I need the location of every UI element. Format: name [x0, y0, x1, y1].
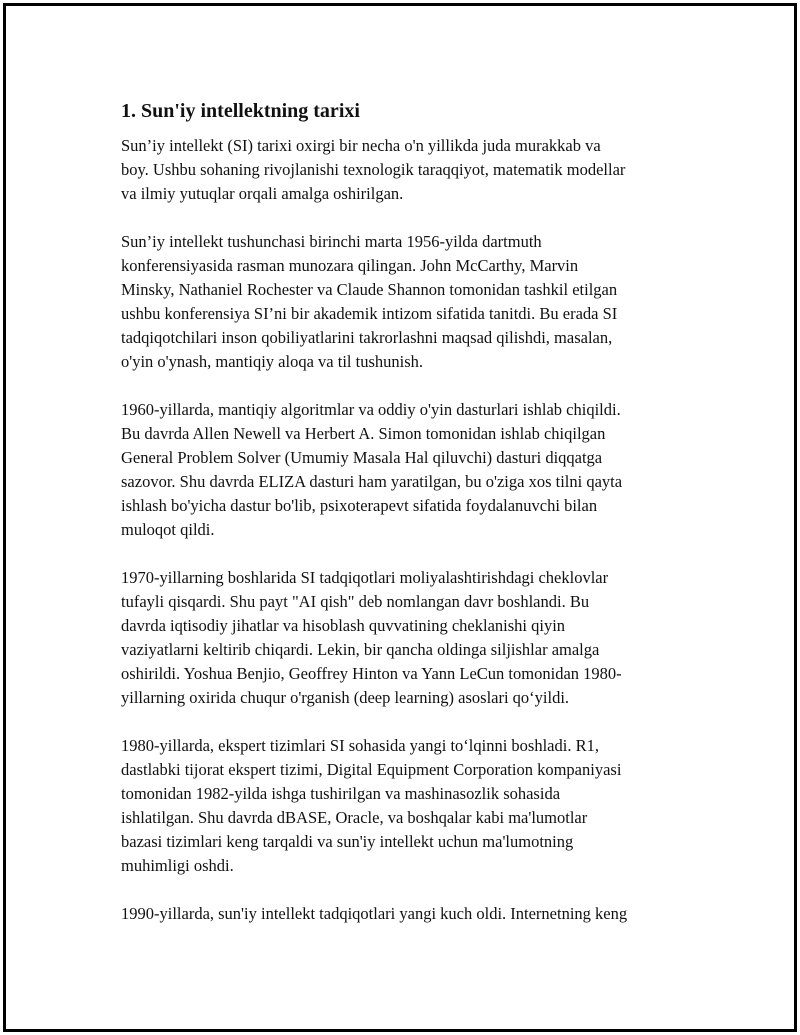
paragraph-6 [121, 902, 701, 926]
text-line: General Problem Solver (Umumiy Masala Hal qiluvchi) dasturi diqqatga [121, 448, 603, 467]
text-line: 1970-yillarning boshlarida SI tadqiqotlari moliyalashtirishdagi cheklovlar [121, 568, 609, 587]
paragraph-3 [121, 398, 701, 542]
text-line: vaziyatlarni keltirib chiqardi. Lekin, bir qancha oldinga siljishlar amalga [121, 640, 600, 659]
text-line: Bu davrda Allen Newell va Herbert A. Simon tomonidan ishlab chiqilgan [121, 424, 606, 443]
text-line: boy. Ushbu sohaning rivojlanishi texnologik taraqqiyot, matematik modellar [121, 160, 626, 179]
section-title: 1. Sun'iy intellektning tarixi [121, 100, 360, 122]
text-line: Sun’iy intellekt tushunchasi birinchi marta 1956-yilda dartmuth [121, 232, 542, 251]
paragraph-1 [121, 134, 701, 206]
text-line: bazasi tizimlari keng tarqaldi va sun'iy intellekt uchun ma'lumotning [121, 832, 574, 851]
paragraph-4 [121, 566, 701, 710]
text-line: Minsky, Nathaniel Rochester va Claude Shannon tomonidan tashkil etilgan [121, 280, 618, 299]
text-line: va ilmiy yutuqlar orqali amalga oshirilgan. [121, 184, 404, 203]
text-line: tomonidan 1982-yilda ishga tushirilgan va mashinasozlik sohasida [121, 784, 561, 803]
paragraph-2 [121, 230, 701, 374]
page-frame [3, 3, 797, 1032]
text-line: 1960-yillarda, mantiqiy algoritmlar va oddiy o'yin dasturlari ishlab chiqildi. [121, 400, 621, 419]
text-line: dastlabki tijorat ekspert tizimi, Digital Equipment Corporation kompaniyasi [121, 760, 622, 779]
text-line: 1980-yillarda, ekspert tizimlari SI sohasida yangi to‘lqinni boshladi. R1, [121, 736, 599, 755]
text-line: tadqiqotchilari inson qobiliyatlarini takrorlashni maqsad qilishdi, masalan, [121, 328, 613, 347]
text-line: 1990-yillarda, sun'iy intellekt tadqiqotlari yangi kuch oldi. Internetning keng [121, 904, 628, 923]
text-line: o'yin o'ynash, mantiqiy aloqa va til tushunish. [121, 352, 424, 371]
text-line: muhimligi oshdi. [121, 856, 234, 875]
text-line: konferensiyasida rasman munozara qilingan. John McCarthy, Marvin [121, 256, 579, 275]
text-line: Sun’iy intellekt (SI) tarixi oxirgi bir necha o'n yillikda juda murakkab va [121, 136, 601, 155]
text-line: ishlash bo'yicha dastur bo'lib, psixoterapevt sifatida foydalanuvchi bilan [121, 496, 598, 515]
text-line: tufayli qisqardi. Shu payt "AI qish" deb nomlangan davr boshlandi. Bu [121, 592, 590, 611]
paragraph-5 [121, 734, 701, 878]
text-line: davrda iqtisodiy jihatlar va hisoblash quvvatining cheklanishi qiyin [121, 616, 566, 635]
text-line: yillarning oxirida chuqur o'rganish (deep learning) asoslari qo‘yildi. [121, 688, 570, 707]
text-line: muloqot qildi. [121, 520, 215, 539]
text-line: ushbu konferensiya SI’ni bir akademik intizom sifatida tanitdi. Bu erada SI [121, 304, 618, 323]
text-line: ishlatilgan. Shu davrda dBASE, Oracle, va boshqalar kabi ma'lumotlar [121, 808, 588, 827]
text-line: sazovor. Shu davrda ELIZA dasturi ham yaratilgan, bu o'ziga xos tilni qayta [121, 472, 623, 491]
text-line: oshirildi. Yoshua Benjio, Geoffrey Hinton va Yann LeCun tomonidan 1980- [121, 664, 622, 683]
document-content [121, 98, 701, 950]
